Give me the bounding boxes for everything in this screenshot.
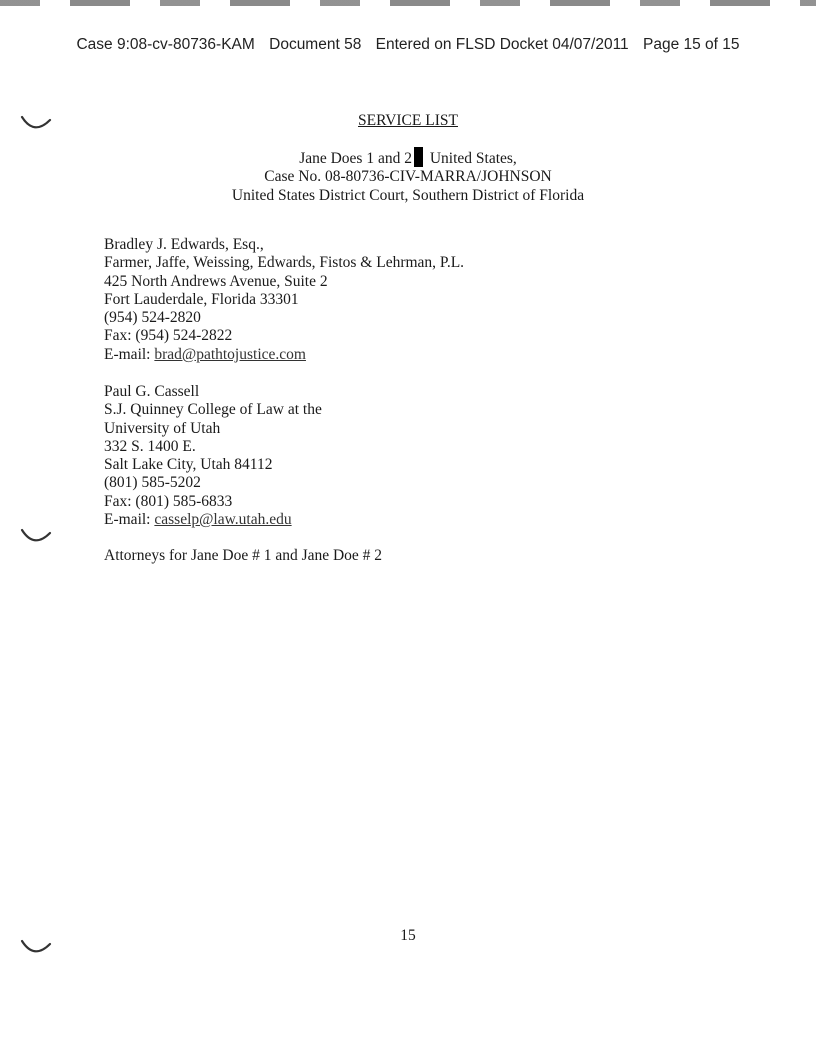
header-entered: Entered on FLSD Docket 04/07/2011 (375, 36, 629, 53)
contact-line: Fax: (954) 524-2822 (104, 327, 233, 345)
contact-line: 332 S. 1400 E. (104, 437, 196, 455)
caption-case-no: Case No. 08-80736-CIV-MARRA/JOHNSON (264, 168, 552, 186)
page-number: 15 (400, 927, 416, 944)
caption-parties-after: United States, (429, 150, 517, 167)
punch-hole-mark (20, 527, 52, 545)
contact-email-line (104, 346, 464, 364)
contact-line: Bradley J. Edwards, Esq., (104, 236, 264, 253)
caption-parties (0, 147, 816, 168)
header-document: Document 58 (269, 36, 362, 53)
caption-parties-before: Jane Does 1 and 2 (299, 150, 412, 167)
contact-line: Farmer, Jaffe, Weissing, Edwards, Fistos & Lehrman, P.L. (104, 254, 465, 272)
email-label: E-mail: (104, 511, 155, 529)
contact-line: Fort Lauderdale, Florida 33301 (104, 290, 299, 308)
attorneys-for-line: Attorneys for Jane Doe # 1 and Jane Doe # 2 (104, 547, 383, 564)
contact-line: S.J. Quinney College of Law at the (104, 401, 322, 419)
redaction-bar (414, 147, 423, 167)
punch-hole-mark (20, 938, 52, 956)
email-link[interactable]: brad@pathtojustice.com (154, 345, 306, 363)
email-link[interactable]: casselp@law.utah.edu (154, 511, 292, 529)
contact-block-cassell (104, 383, 322, 529)
contact-block-edwards (104, 236, 464, 364)
email-label: E-mail: (104, 345, 155, 363)
page-title: SERVICE LIST (358, 112, 458, 129)
contact-line: University of Utah (104, 419, 221, 437)
contact-email-line (104, 511, 322, 529)
header-page: Page 15 of 15 (643, 36, 740, 53)
case-caption (0, 147, 816, 205)
contact-line: Salt Lake City, Utah 84112 (104, 456, 273, 474)
header-case: Case 9:08-cv-80736-KAM (76, 36, 255, 53)
scan-top-edge (0, 0, 816, 6)
contact-line: (801) 585-5202 (104, 474, 201, 492)
contact-line: 425 North Andrews Avenue, Suite 2 (104, 272, 328, 290)
punch-hole-mark (20, 114, 52, 132)
contact-line: Fax: (801) 585-6833 (104, 492, 233, 510)
contact-line: Paul G. Cassell (104, 383, 200, 400)
docket-header (0, 36, 816, 54)
caption-court: United States District Court, Southern District of Florida (231, 186, 585, 204)
contact-line: (954) 524-2820 (104, 309, 201, 327)
